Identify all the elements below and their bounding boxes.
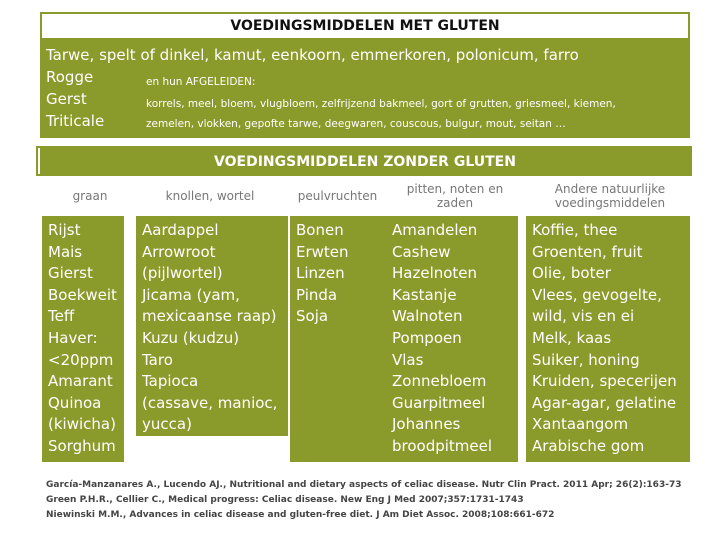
list-item: Jicama (yam, <box>142 285 240 304</box>
list-item: Vlees, gevogelte, <box>532 285 662 304</box>
list-item: Gierst <box>48 264 93 283</box>
gluten-grain-gerst: Gerst <box>46 90 87 108</box>
list-item: Xantaangom <box>532 415 629 434</box>
list-item: mexicaanse raap) <box>142 307 277 326</box>
list-item: Suiker, honing <box>532 350 640 369</box>
gluten-grain-triticale: Triticale <box>46 112 105 130</box>
derived-line-2: zemelen, vlokken, gepofte tarwe, deegwaren, couscous, bulgur, mout, seitan … <box>146 118 566 130</box>
list-item: Haver: <box>48 328 98 347</box>
references <box>46 478 706 523</box>
list-item: Vlas <box>392 350 424 369</box>
list-item: Linzen <box>296 264 345 283</box>
list-item: Aardappel <box>142 221 219 239</box>
header-andere: Andere natuurlijke voedingsmiddelen <box>530 178 690 214</box>
list-item: broodpitmeel <box>392 436 493 455</box>
list-item: Kruiden, specerijen <box>532 372 677 391</box>
list-item: Bonen <box>296 221 344 239</box>
gluten-section-title: VOEDINGSMIDDELEN MET GLUTEN <box>40 12 690 40</box>
list-item: Amandelen <box>392 221 478 239</box>
list-item: (cassave, manioc, <box>142 393 278 412</box>
column-knollen <box>136 216 288 436</box>
list-item: Groenten, fruit <box>532 242 643 261</box>
list-item: Amarant <box>48 372 113 391</box>
list-item: Kastanje <box>392 285 457 304</box>
list-item: Boekweit <box>48 285 117 304</box>
list-item: Agar-agar, gelatine <box>532 393 677 412</box>
list-item: (pijlwortel) <box>142 264 223 283</box>
gluten-block <box>40 40 690 138</box>
list-item: yucca) <box>142 415 192 434</box>
list-item: <20ppm <box>48 350 114 369</box>
column-peulvruchten <box>290 216 386 462</box>
list-item: Taro <box>142 350 173 369</box>
list-item: Rijst <box>48 221 81 239</box>
reference-3: Niewinski M.M., Advances in celiac disease and gluten-free diet. J Am Diet Assoc. 2008;108:661-672 <box>46 510 555 520</box>
list-item: Kuzu (kudzu) <box>142 328 240 347</box>
list-item: Melk, kaas <box>532 328 612 347</box>
list-item: Cashew <box>392 242 451 261</box>
list-item: Teff <box>48 307 75 326</box>
list-item: Erwten <box>296 242 349 261</box>
derived-label: en hun AFGELEIDEN: <box>146 76 256 88</box>
list-item: (kiwicha) <box>48 415 116 434</box>
list-item: Guarpitmeel <box>392 393 486 412</box>
derived-line-1: korrels, meel, bloem, vlugbloem, zelfrijzend bakmeel, gort of grutten, griesmeel, kiemen, <box>146 98 616 110</box>
list-item: Pompoen <box>392 328 462 347</box>
list-item: Sorghum <box>48 436 116 455</box>
list-item: Soja <box>296 307 329 326</box>
gluten-grain-rogge: Rogge <box>46 68 94 86</box>
list-item: wild, vis en ei <box>532 307 635 326</box>
header-peulvruchten: peulvruchten <box>290 178 385 214</box>
column-graan <box>42 216 124 462</box>
header-pitten: pitten, noten en zaden <box>390 178 520 214</box>
list-item: Pinda <box>296 285 338 304</box>
list-item: Koffie, thee <box>532 221 618 239</box>
list-item: Arrowroot <box>142 242 216 261</box>
list-item: Walnoten <box>392 307 463 326</box>
gluten-grains-line: Tarwe, spelt of dinkel, kamut, eenkoorn, emmerkoren, polonicum, farro <box>46 46 579 64</box>
list-item: Johannes <box>392 415 461 434</box>
list-item: Arabische gom <box>532 436 645 455</box>
reference-1: García-Manzanares A., Lucendo AJ., Nutritional and dietary aspects of celiac disease. Nutr Clin Pract. 2011 Apr; 26(2):163-73 <box>46 480 682 490</box>
no-gluten-section-title: VOEDINGSMIDDELEN ZONDER GLUTEN <box>40 148 690 176</box>
list-item: Olie, boter <box>532 264 611 283</box>
column-andere <box>526 216 690 462</box>
header-knollen: knollen, wortel <box>140 178 280 214</box>
list-item: Zonnebloem <box>392 372 487 391</box>
list-item: Mais <box>48 242 83 261</box>
reference-2: Green P.H.R., Cellier C., Medical progress: Celiac disease. New Eng J Med 2007;357:1731-1743 <box>46 495 524 505</box>
list-item: Hazelnoten <box>392 264 478 283</box>
header-graan: graan <box>40 178 140 214</box>
list-item: Tapioca <box>142 372 199 391</box>
list-item: Quinoa <box>48 393 102 412</box>
column-pitten <box>386 216 518 462</box>
